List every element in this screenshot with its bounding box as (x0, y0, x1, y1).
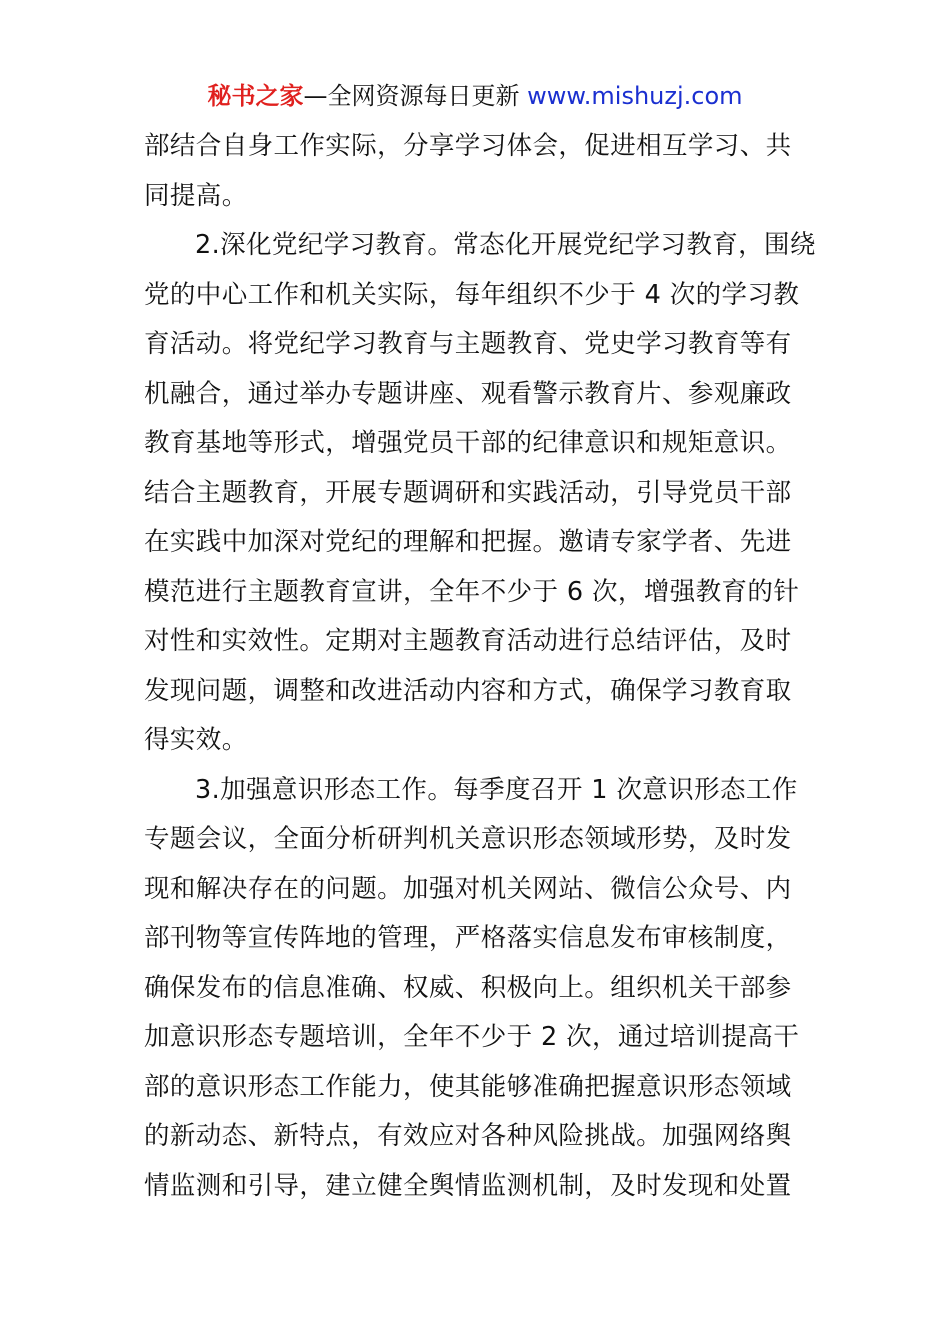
text-line: 在实践中加深对党纪的理解和把握。邀请专家学者、先进 (144, 527, 792, 557)
text-line: 机融合，通过举办专题讲座、观看警示教育片、参观廉政 (144, 378, 792, 409)
text-line: 对性和实效性。定期对主题教育活动进行总结评估，及时 (144, 626, 792, 656)
paragraph-continuation (144, 122, 810, 221)
document-body (144, 122, 816, 1211)
text-line: 现和解决存在的问题。加强对机关网站、微信公众号、内 (144, 873, 792, 904)
text-line: 发现问题，调整和改进活动内容和方式，确保学习教育取 (144, 675, 792, 706)
text-line: 加意识形态专题培训，全年不少于 2 次，通过培训提高干 (144, 1022, 800, 1052)
text-line: 3.加强意识形态工作。每季度召开 1 次意识形态工作 (195, 774, 798, 805)
paragraph-party-discipline (144, 221, 816, 766)
text-line: 确保发布的信息准确、权威、积极向上。组织机关干部参 (144, 972, 792, 1003)
paragraph-ideology-work (144, 766, 810, 1212)
site-url-link[interactable]: www.mishuzj.com (527, 82, 743, 110)
text-line: 2.深化党纪学习教育。常态化开展党纪学习教育，围绕 (195, 230, 816, 260)
text-line: 教育基地等形式，增强党员干部的纪律意识和规矩意识。 (144, 428, 792, 458)
text-line: 得实效。 (144, 725, 248, 755)
site-brand: 秘书之家 (207, 82, 304, 110)
text-line: 的新动态、新特点，有效应对各种风险挑战。加强网络舆 (144, 1121, 792, 1151)
text-line: 同提高。 (144, 180, 248, 211)
text-line: 部刊物等宣传阵地的管理，严格落实信息发布审核制度， (144, 923, 792, 953)
site-header (0, 78, 950, 114)
text-line: 部的意识形态工作能力，使其能够准确把握意识形态领域 (144, 1071, 792, 1102)
text-line: 党的中心工作和机关实际，每年组织不少于 4 次的学习教 (144, 279, 800, 310)
text-line: 结合主题教育，开展专题调研和实践活动，引导党员干部 (144, 477, 792, 508)
site-tagline: —全网资源每日更新 (303, 82, 528, 110)
text-line: 育活动。将党纪学习教育与主题教育、党史学习教育等有 (144, 329, 792, 359)
text-line: 专题会议，全面分析研判机关意识形态领域形势，及时发 (144, 824, 792, 854)
text-line: 部结合自身工作实际，分享学习体会，促进相互学习、共 (144, 131, 792, 161)
text-line: 模范进行主题教育宣讲，全年不少于 6 次，增强教育的针 (144, 576, 800, 607)
text-line: 情监测和引导，建立健全舆情监测机制，及时发现和处置 (144, 1170, 792, 1201)
